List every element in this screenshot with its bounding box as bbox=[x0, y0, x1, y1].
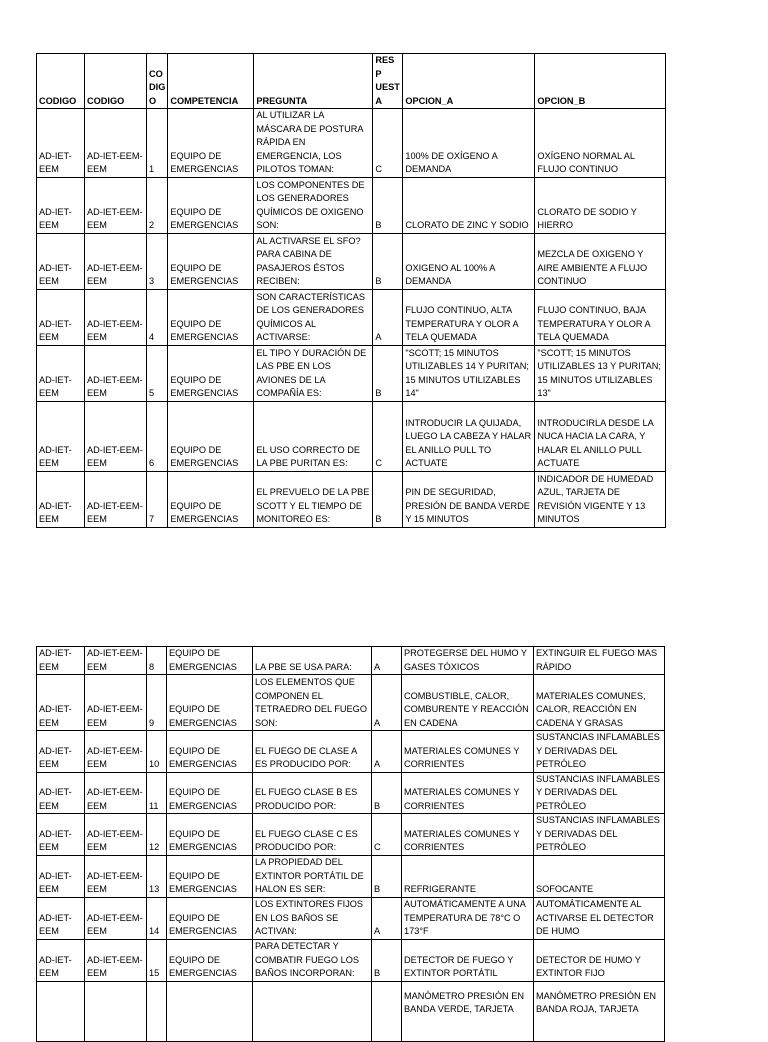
cell-codigo-num: 6 bbox=[147, 401, 168, 471]
cell-pregunta: AL ACTIVARSE EL SFO? PARA CABINA DE PASAJEROS ÉSTOS RECIBEN: bbox=[254, 233, 373, 289]
cell-codigo-2: AD-IET-EEM-EEM bbox=[85, 939, 147, 981]
cell-codigo-num: 9 bbox=[147, 675, 167, 731]
cell-codigo-num: 7 bbox=[147, 471, 168, 527]
cell-opcion-a: AUTOMÁTICAMENTE A UNA TEMPERATURA DE 78°C O 173°F bbox=[402, 897, 534, 939]
cell-codigo-2 bbox=[85, 981, 147, 1041]
cell-codigo-num: 13 bbox=[147, 855, 167, 897]
cell-codigo: AD-IET-EEM bbox=[37, 772, 85, 814]
cell-opcion-b: INTRODUCIRLA DESDE LA NUCA HACIA LA CARA, Y HALAR EL ANILLO PULL ACTUATE bbox=[535, 401, 666, 471]
cell-codigo-num: 1 bbox=[147, 109, 168, 178]
table-row bbox=[37, 233, 666, 289]
cell-opcion-a: 100% DE OXÍGENO A DEMANDA bbox=[403, 109, 535, 178]
header-codigo-2: CODIGO bbox=[85, 54, 147, 109]
cell-pregunta: EL FUEGO CLASE C ES PRODUCIDO POR: bbox=[253, 814, 372, 856]
cell-pregunta: LA PROPIEDAD DEL EXTINTOR PORTÁTIL DE HALON ES SER: bbox=[253, 855, 372, 897]
cell-competencia: EQUIPO DE EMERGENCIAS bbox=[168, 109, 254, 178]
cell-codigo-2: AD-IET-EEM-EEM bbox=[85, 814, 147, 856]
cell-codigo: AD-IET-EEM bbox=[37, 345, 85, 401]
cell-codigo: AD-IET-EEM bbox=[37, 401, 85, 471]
header-pregunta: PREGUNTA bbox=[254, 54, 373, 109]
cell-respuesta: B bbox=[373, 177, 403, 233]
cell-competencia: EQUIPO DE EMERGENCIAS bbox=[168, 177, 254, 233]
cell-codigo-2: AD-IET-EEM-EEM bbox=[85, 345, 147, 401]
header-respuesta: RESP UEST A bbox=[373, 54, 403, 109]
cell-codigo-num: 3 bbox=[147, 233, 168, 289]
cell-opcion-b: MEZCLA DE OXIGENO Y AIRE AMBIENTE A FLUJO CONTINUO bbox=[535, 233, 666, 289]
cell-competencia: EQUIPO DE EMERGENCIAS bbox=[167, 855, 253, 897]
cell-opcion-a: CLORATO DE ZINC Y SODIO bbox=[403, 177, 535, 233]
header-opcion-b: OPCION_B bbox=[535, 54, 666, 109]
cell-opcion-b: INDICADOR DE HUMEDAD AZUL, TARJETA DE REVISIÓN VIGENTE Y 13 MINUTOS bbox=[535, 471, 666, 527]
table-row-partial bbox=[37, 981, 665, 1041]
header-row bbox=[37, 54, 666, 109]
cell-codigo: AD-IET-EEM bbox=[37, 233, 85, 289]
cell-competencia: EQUIPO DE EMERGENCIAS bbox=[167, 772, 253, 814]
cell-pregunta: EL FUEGO CLASE B ES PRODUCIDO POR: bbox=[253, 772, 372, 814]
cell-respuesta: B bbox=[373, 233, 403, 289]
cell-pregunta bbox=[253, 981, 372, 1041]
table-row bbox=[37, 109, 666, 178]
cell-respuesta: B bbox=[372, 772, 402, 814]
cell-codigo-num: 15 bbox=[147, 939, 167, 981]
cell-respuesta: C bbox=[372, 814, 402, 856]
cell-opcion-b: SUSTANCIAS INFLAMABLES Y DERIVADAS DEL PETRÓLEO bbox=[534, 731, 665, 773]
cell-codigo: AD-IET-EEM bbox=[37, 177, 85, 233]
cell-codigo-num: 14 bbox=[147, 897, 167, 939]
cell-codigo-2: AD-IET-EEM-EEM bbox=[85, 401, 147, 471]
table-row bbox=[37, 471, 666, 527]
cell-competencia: EQUIPO DE EMERGENCIAS bbox=[168, 233, 254, 289]
cell-opcion-a: "SCOTT; 15 MINUTOS UTILIZABLES 14 Y PURITAN; 15 MINUTOS UTILIZABLES 14" bbox=[403, 345, 535, 401]
cell-opcion-b: EXTINGUIR EL FUEGO MAS RÁPIDO bbox=[534, 647, 665, 675]
cell-codigo: AD-IET-EEM bbox=[37, 897, 85, 939]
cell-respuesta: A bbox=[372, 897, 402, 939]
table-row bbox=[37, 401, 666, 471]
cell-pregunta: EL USO CORRECTO DE LA PBE PURITAN ES: bbox=[254, 401, 373, 471]
cell-codigo: AD-IET-EEM bbox=[37, 471, 85, 527]
cell-codigo-num: 8 bbox=[147, 647, 167, 675]
cell-competencia: EQUIPO DE EMERGENCIAS bbox=[167, 939, 253, 981]
cell-opcion-a: MATERIALES COMUNES Y CORRIENTES bbox=[402, 814, 534, 856]
cell-codigo: AD-IET-EEM bbox=[37, 289, 85, 345]
questions-table-bottom bbox=[36, 646, 665, 1042]
cell-opcion-b: DETECTOR DE HUMO Y EXTINTOR FIJO bbox=[534, 939, 665, 981]
cell-opcion-a: INTRODUCIR LA QUIJADA, LUEGO LA CABEZA Y HALAR EL ANILLO PULL TO ACTUATE bbox=[403, 401, 535, 471]
cell-opcion-b: SOFOCANTE bbox=[534, 855, 665, 897]
cell-respuesta: A bbox=[372, 675, 402, 731]
cell-opcion-a: MATERIALES COMUNES Y CORRIENTES bbox=[402, 731, 534, 773]
table-row bbox=[37, 855, 665, 897]
cell-competencia bbox=[167, 981, 253, 1041]
cell-codigo: AD-IET-EEM bbox=[37, 855, 85, 897]
cell-codigo-2: AD-IET-EEM-EEM bbox=[85, 109, 147, 178]
cell-opcion-a: MANÓMETRO PRESIÓN EN BANDA VERDE, TARJETA bbox=[402, 981, 534, 1041]
cell-opcion-a: PROTEGERSE DEL HUMO Y GASES TÓXICOS bbox=[402, 647, 534, 675]
cell-respuesta: C bbox=[373, 109, 403, 178]
cell-respuesta: B bbox=[373, 471, 403, 527]
cell-competencia: EQUIPO DE EMERGENCIAS bbox=[167, 675, 253, 731]
cell-opcion-b: "SCOTT; 15 MINUTOS UTILIZABLES 13 Y PURITAN; 15 MINUTOS UTILIZABLES 13" bbox=[535, 345, 666, 401]
cell-pregunta: AL UTILIZAR LA MÁSCARA DE POSTURA RÁPIDA EN EMERGENCIA, LOS PILOTOS TOMAN: bbox=[254, 109, 373, 178]
cell-codigo-2: AD-IET-EEM-EEM bbox=[85, 731, 147, 773]
cell-pregunta: EL PREVUELO DE LA PBE SCOTT Y EL TIEMPO DE MONITOREO ES: bbox=[254, 471, 373, 527]
cell-pregunta: LOS ELEMENTOS QUE COMPONEN EL TETRAEDRO DEL FUEGO SON: bbox=[253, 675, 372, 731]
cell-pregunta: LA PBE SE USA PARA: bbox=[253, 647, 372, 675]
cell-competencia: EQUIPO DE EMERGENCIAS bbox=[168, 345, 254, 401]
cell-codigo-num: 10 bbox=[147, 731, 167, 773]
cell-opcion-b: FLUJO CONTINUO, BAJA TEMPERATURA Y OLOR A TELA QUEMADA bbox=[535, 289, 666, 345]
cell-opcion-b: MANÓMETRO PRESIÓN EN BANDA ROJA, TARJETA bbox=[534, 981, 665, 1041]
table-row bbox=[37, 647, 665, 675]
cell-codigo-num: 2 bbox=[147, 177, 168, 233]
cell-codigo-2: AD-IET-EEM-EEM bbox=[85, 289, 147, 345]
cell-opcion-b: SUSTANCIAS INFLAMABLES Y DERIVADAS DEL PETRÓLEO bbox=[534, 814, 665, 856]
cell-respuesta: C bbox=[373, 401, 403, 471]
cell-opcion-b: AUTOMÁTICAMENTE AL ACTIVARSE EL DETECTOR DE HUMO bbox=[534, 897, 665, 939]
table-row bbox=[37, 345, 666, 401]
cell-codigo-num: 11 bbox=[147, 772, 167, 814]
header-codigo-num: CO DIG O bbox=[147, 54, 168, 109]
cell-respuesta: B bbox=[372, 855, 402, 897]
cell-respuesta bbox=[372, 981, 402, 1041]
cell-respuesta: A bbox=[372, 731, 402, 773]
cell-competencia: EQUIPO DE EMERGENCIAS bbox=[167, 814, 253, 856]
cell-opcion-a: FLUJO CONTINUO, ALTA TEMPERATURA Y OLOR A TELA QUEMADA bbox=[403, 289, 535, 345]
table-row bbox=[37, 897, 665, 939]
cell-pregunta: SON CARACTERÍSTICAS DE LOS GENERADORES QUÍMICOS AL ACTIVARSE: bbox=[254, 289, 373, 345]
cell-competencia: EQUIPO DE EMERGENCIAS bbox=[167, 647, 253, 675]
cell-competencia: EQUIPO DE EMERGENCIAS bbox=[167, 897, 253, 939]
cell-codigo: AD-IET-EEM bbox=[37, 647, 85, 675]
cell-codigo-2: AD-IET-EEM-EEM bbox=[85, 233, 147, 289]
cell-pregunta: EL FUEGO DE CLASE A ES PRODUCIDO POR: bbox=[253, 731, 372, 773]
cell-opcion-a: COMBUSTIBLE, CALOR, COMBURENTE Y REACCIÓN EN CADENA bbox=[402, 675, 534, 731]
cell-pregunta: LOS EXTINTORES FIJOS EN LOS BAÑOS SE ACTIVAN: bbox=[253, 897, 372, 939]
table-row bbox=[37, 772, 665, 814]
cell-pregunta: PARA DETECTAR Y COMBATIR FUEGO LOS BAÑOS INCORPORAN: bbox=[253, 939, 372, 981]
cell-opcion-a: OXIGENO AL 100% A DEMANDA bbox=[403, 233, 535, 289]
cell-codigo: AD-IET-EEM bbox=[37, 939, 85, 981]
header-competencia: COMPETENCIA bbox=[168, 54, 254, 109]
cell-codigo-2: AD-IET-EEM-EEM bbox=[85, 675, 147, 731]
cell-respuesta: B bbox=[373, 345, 403, 401]
table-row bbox=[37, 939, 665, 981]
cell-codigo-2: AD-IET-EEM-EEM bbox=[85, 897, 147, 939]
cell-opcion-a: REFRIGERANTE bbox=[402, 855, 534, 897]
cell-opcion-a: DETECTOR DE FUEGO Y EXTINTOR PORTÁTIL bbox=[402, 939, 534, 981]
cell-codigo-2: AD-IET-EEM-EEM bbox=[85, 177, 147, 233]
cell-codigo-2: AD-IET-EEM-EEM bbox=[85, 647, 147, 675]
table-row bbox=[37, 731, 665, 773]
cell-respuesta: A bbox=[372, 647, 402, 675]
cell-opcion-b: CLORATO DE SODIO Y HIERRO bbox=[535, 177, 666, 233]
table-row bbox=[37, 675, 665, 731]
cell-codigo-num bbox=[147, 981, 167, 1041]
cell-opcion-b: SUSTANCIAS INFLAMABLES Y DERIVADAS DEL PETRÓLEO bbox=[534, 772, 665, 814]
table-row bbox=[37, 289, 666, 345]
cell-competencia: EQUIPO DE EMERGENCIAS bbox=[168, 471, 254, 527]
header-codigo: CODIGO bbox=[37, 54, 85, 109]
cell-competencia: EQUIPO DE EMERGENCIAS bbox=[168, 401, 254, 471]
cell-respuesta: A bbox=[373, 289, 403, 345]
cell-codigo: AD-IET-EEM bbox=[37, 109, 85, 178]
table-row bbox=[37, 177, 666, 233]
cell-respuesta: B bbox=[372, 939, 402, 981]
cell-competencia: EQUIPO DE EMERGENCIAS bbox=[168, 289, 254, 345]
cell-pregunta: LOS COMPONENTES DE LOS GENERADORES QUÍMICOS DE OXIGENO SON: bbox=[254, 177, 373, 233]
cell-opcion-a: MATERIALES COMUNES Y CORRIENTES bbox=[402, 772, 534, 814]
header-opcion-a: OPCION_A bbox=[403, 54, 535, 109]
cell-codigo: AD-IET-EEM bbox=[37, 814, 85, 856]
questions-table-top bbox=[36, 53, 666, 528]
cell-codigo-2: AD-IET-EEM-EEM bbox=[85, 471, 147, 527]
cell-codigo bbox=[37, 981, 85, 1041]
cell-codigo: AD-IET-EEM bbox=[37, 731, 85, 773]
cell-competencia: EQUIPO DE EMERGENCIAS bbox=[167, 731, 253, 773]
cell-codigo-2: AD-IET-EEM-EEM bbox=[85, 855, 147, 897]
cell-opcion-b: OXÍGENO NORMAL AL FLUJO CONTINUO bbox=[535, 109, 666, 178]
cell-codigo-num: 5 bbox=[147, 345, 168, 401]
cell-codigo: AD-IET-EEM bbox=[37, 675, 85, 731]
cell-opcion-a: PIN DE SEGURIDAD, PRESIÓN DE BANDA VERDE Y 15 MINUTOS bbox=[403, 471, 535, 527]
cell-opcion-b: MATERIALES COMUNES, CALOR, REACCIÓN EN CADENA Y GRASAS bbox=[534, 675, 665, 731]
table-row bbox=[37, 814, 665, 856]
cell-codigo-num: 4 bbox=[147, 289, 168, 345]
cell-codigo-num: 12 bbox=[147, 814, 167, 856]
cell-pregunta: EL TIPO Y DURACIÓN DE LAS PBE EN LOS AVIONES DE LA COMPAÑÍA ES: bbox=[254, 345, 373, 401]
cell-codigo-2: AD-IET-EEM-EEM bbox=[85, 772, 147, 814]
